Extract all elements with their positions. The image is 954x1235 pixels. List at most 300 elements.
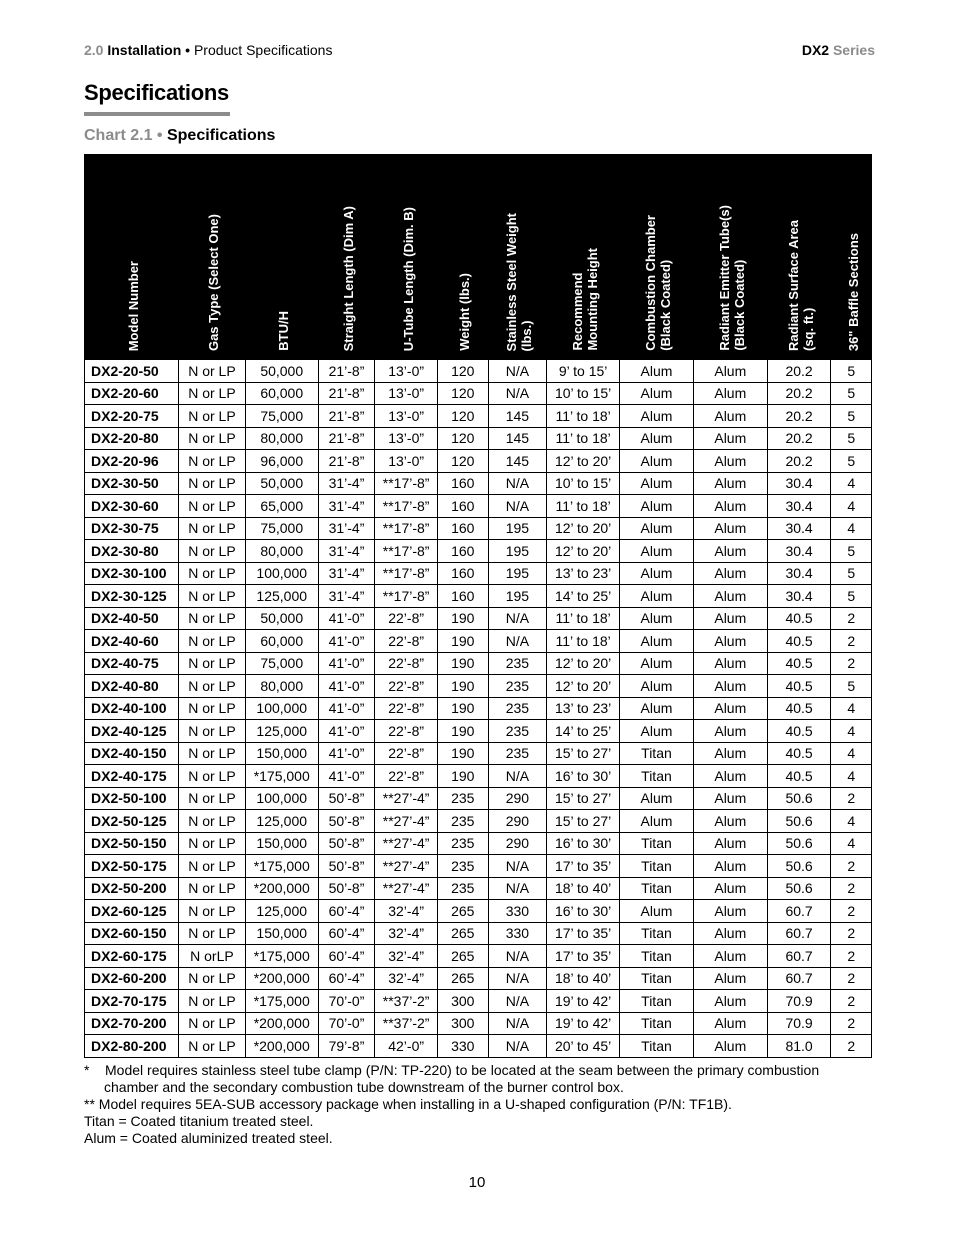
column-header [620,154,694,360]
column-header [767,154,831,360]
table-cell: 50,000 [245,360,318,383]
table-cell: 17’ to 35’ [547,945,620,968]
table-cell: Alum [620,405,694,428]
table-cell: N or LP [179,742,246,765]
page-number: 10 [468,1174,486,1191]
table-cell: 125,000 [245,900,318,923]
table-cell: N or LP [179,697,246,720]
table-row [85,765,872,788]
table-cell: Alum [693,495,767,518]
table-cell: 14’ to 25’ [547,585,620,608]
table-cell: 30.4 [767,472,831,495]
table-cell: 60’-4” [318,922,375,945]
table-cell: 60.7 [767,900,831,923]
table-cell: Alum [693,877,767,900]
table-cell: **17’-8” [375,517,438,540]
table-cell: 5 [831,562,872,585]
table-row [85,697,872,720]
table-cell: 5 [831,382,872,405]
model-number-cell: DX2-50-125 [85,810,179,833]
column-header-label: Gas Type (Select One) [206,213,222,351]
specifications-table-wrapper [84,154,872,1058]
table-cell: Titan [620,832,694,855]
table-cell: 190 [437,607,488,630]
table-cell: Alum [693,405,767,428]
table-cell: 31’-4” [318,562,375,585]
table-cell: 300 [437,990,488,1013]
column-header [831,154,872,360]
table-row [85,360,872,383]
table-cell: 2 [831,900,872,923]
table-cell: Alum [693,427,767,450]
table-cell: N/A [488,1035,547,1058]
table-cell: 145 [488,450,547,473]
table-cell: **27’-4” [375,787,438,810]
model-number-cell: DX2-60-125 [85,900,179,923]
table-cell: 2 [831,855,872,878]
table-cell: *175,000 [245,990,318,1013]
table-cell: N or LP [179,720,246,743]
table-cell: 17’ to 35’ [547,922,620,945]
table-cell: N or LP [179,585,246,608]
column-header [85,154,179,360]
model-number-cell: DX2-20-80 [85,427,179,450]
table-cell: Alum [620,607,694,630]
table-row [85,405,872,428]
table-cell: N/A [488,495,547,518]
table-row [85,607,872,630]
table-cell: *200,000 [245,877,318,900]
chart-title [84,127,275,145]
table-cell: Alum [693,472,767,495]
table-cell: Titan [620,1012,694,1035]
page-header [84,42,875,60]
table-cell: 125,000 [245,810,318,833]
table-cell: N/A [488,765,547,788]
model-number-cell: DX2-70-175 [85,990,179,1013]
footnote-double-asterisk: ** Model requires 5EA-SUB accessory package when installing in a U-shaped configuration (P/N: TF1B). [84,1096,732,1112]
table-cell: 50.6 [767,877,831,900]
table-row [85,877,872,900]
table-row [85,427,872,450]
model-number-cell: DX2-20-60 [85,382,179,405]
table-cell: 22’-8” [375,607,438,630]
table-cell: N or LP [179,472,246,495]
table-cell: 160 [437,585,488,608]
table-cell: 18’ to 40’ [547,967,620,990]
table-cell: 50.6 [767,855,831,878]
table-cell: 100,000 [245,787,318,810]
model-number-cell: DX2-60-175 [85,945,179,968]
table-cell: 19’ to 42’ [547,1012,620,1035]
table-row [85,652,872,675]
table-cell: 70.9 [767,990,831,1013]
table-cell: 145 [488,427,547,450]
table-cell: 41’-0” [318,607,375,630]
table-cell: N or LP [179,765,246,788]
column-header [437,154,488,360]
table-row [85,585,872,608]
column-header [547,154,620,360]
table-cell: Alum [620,427,694,450]
table-cell: 190 [437,630,488,653]
table-cell: 16’ to 30’ [547,832,620,855]
table-cell: Alum [693,585,767,608]
table-row [85,900,872,923]
table-cell: 2 [831,877,872,900]
table-row [85,855,872,878]
table-cell: 13’-0” [375,427,438,450]
table-cell: 125,000 [245,720,318,743]
model-number-cell: DX2-40-50 [85,607,179,630]
table-cell: Alum [693,832,767,855]
table-cell: 265 [437,900,488,923]
header-brand [802,42,875,58]
footnote-single-asterisk: * Model requires stainless steel tube clamp (P/N: TP-220) to be located at the seam between the primary combustion chamber and the secondary combustion tube downstream of the burner control box. [84,1062,820,1095]
table-cell: 50,000 [245,472,318,495]
table-cell: Alum [620,787,694,810]
table-cell: 4 [831,697,872,720]
table-cell: 235 [437,787,488,810]
header-breadcrumb [84,42,332,58]
table-cell: 13’-0” [375,382,438,405]
table-cell: N/A [488,1012,547,1035]
table-cell: 50’-8” [318,877,375,900]
table-cell: 80,000 [245,540,318,563]
table-cell: 40.5 [767,652,831,675]
table-cell: 2 [831,630,872,653]
table-cell: 60’-4” [318,900,375,923]
model-number-cell: DX2-50-175 [85,855,179,878]
table-cell: Alum [693,607,767,630]
table-cell: Alum [693,922,767,945]
table-row [85,675,872,698]
column-header [693,154,767,360]
table-cell: **37’-2” [375,1012,438,1035]
table-cell: 70.9 [767,1012,831,1035]
table-cell: N or LP [179,900,246,923]
table-cell: N or LP [179,652,246,675]
table-cell: N/A [488,472,547,495]
table-cell: 31’-4” [318,540,375,563]
table-cell: 16’ to 30’ [547,900,620,923]
table-body [85,360,872,1058]
table-cell: Titan [620,922,694,945]
model-number-cell: DX2-20-50 [85,360,179,383]
table-cell: 12’ to 20’ [547,540,620,563]
table-cell: 160 [437,562,488,585]
model-number-cell: DX2-40-75 [85,652,179,675]
table-cell: 290 [488,787,547,810]
table-cell: 50’-8” [318,787,375,810]
table-cell: *200,000 [245,967,318,990]
model-number-cell: DX2-50-100 [85,787,179,810]
table-cell: 195 [488,517,547,540]
table-cell: 31’-4” [318,517,375,540]
model-number-cell: DX2-50-150 [85,832,179,855]
table-cell: **27’-4” [375,810,438,833]
table-cell: Alum [693,1035,767,1058]
table-cell: 41’-0” [318,675,375,698]
table-cell: 30.4 [767,562,831,585]
table-cell: N orLP [179,945,246,968]
table-cell: 190 [437,742,488,765]
brand-suffix: Series [832,42,875,58]
table-row [85,922,872,945]
table-row [85,1035,872,1058]
table-cell: 60,000 [245,630,318,653]
table-cell: 80,000 [245,427,318,450]
table-cell: N or LP [179,540,246,563]
table-cell: N or LP [179,967,246,990]
table-cell: 235 [488,652,547,675]
table-cell: Alum [693,517,767,540]
table-cell: N/A [488,877,547,900]
table-cell: 12’ to 20’ [547,450,620,473]
table-cell: Alum [620,562,694,585]
section-name: Installation [107,42,182,58]
page-title: Specifications [84,80,229,105]
table-cell: Alum [620,495,694,518]
table-cell: 235 [488,675,547,698]
table-row [85,990,872,1013]
table-cell: *200,000 [245,1035,318,1058]
header-bullet: • [185,42,191,58]
table-cell: 30.4 [767,495,831,518]
table-cell: 75,000 [245,517,318,540]
column-header-label: 36" Baffle Sections [845,232,861,351]
table-cell: 17’ to 35’ [547,855,620,878]
table-cell: 2 [831,607,872,630]
table-row [85,630,872,653]
table-row [85,540,872,563]
table-row [85,450,872,473]
table-cell: Alum [693,562,767,585]
column-header-label: BTU/H [276,311,292,351]
column-header [179,154,246,360]
table-cell: 195 [488,585,547,608]
table-cell: 2 [831,922,872,945]
table-cell: 235 [437,855,488,878]
table-cell: Alum [620,585,694,608]
table-cell: 4 [831,517,872,540]
table-cell: N/A [488,607,547,630]
table-cell: 160 [437,540,488,563]
table-cell: 21’-8” [318,360,375,383]
table-cell: 20.2 [767,360,831,383]
table-cell: 70’-0” [318,1012,375,1035]
table-cell: 41’-0” [318,720,375,743]
table-cell: N or LP [179,450,246,473]
table-cell: Alum [620,630,694,653]
table-cell: 4 [831,832,872,855]
table-cell: 235 [437,832,488,855]
title-underline [84,112,230,116]
table-cell: N/A [488,967,547,990]
table-cell: 41’-0” [318,765,375,788]
model-number-cell: DX2-60-200 [85,967,179,990]
model-number-cell: DX2-40-175 [85,765,179,788]
table-cell: 16’ to 30’ [547,765,620,788]
table-cell: 195 [488,540,547,563]
table-cell: Alum [620,652,694,675]
model-number-cell: DX2-60-150 [85,922,179,945]
table-cell: Alum [693,787,767,810]
column-header-label: Weight (lbs.) [457,273,473,351]
table-cell: 150,000 [245,922,318,945]
table-cell: 195 [488,562,547,585]
table-cell: 15’ to 27’ [547,787,620,810]
table-cell: Alum [693,450,767,473]
table-cell: 11’ to 18’ [547,607,620,630]
model-number-cell: DX2-30-125 [85,585,179,608]
model-number-cell: DX2-70-200 [85,1012,179,1035]
subsection-name: Product Specifications [193,42,333,58]
table-cell: 21’-8” [318,427,375,450]
table-cell: Alum [693,765,767,788]
table-cell: 40.5 [767,675,831,698]
table-cell: 41’-0” [318,630,375,653]
table-cell: 41’-0” [318,697,375,720]
table-cell: Alum [693,945,767,968]
table-cell: 22’-8” [375,630,438,653]
table-cell: 22’-8” [375,697,438,720]
table-cell: 20.2 [767,427,831,450]
table-cell: Alum [620,900,694,923]
table-cell: 160 [437,495,488,518]
footnotes [84,1062,874,1147]
table-cell: Alum [620,472,694,495]
table-cell: N or LP [179,427,246,450]
table-cell: Alum [693,967,767,990]
table-cell: 13’ to 23’ [547,562,620,585]
column-header [488,154,547,360]
table-cell: N/A [488,360,547,383]
table-cell: N/A [488,630,547,653]
table-cell: 65,000 [245,495,318,518]
table-cell: 81.0 [767,1035,831,1058]
table-cell: 120 [437,450,488,473]
table-cell: 100,000 [245,562,318,585]
table-cell: Alum [620,517,694,540]
table-cell: Alum [693,697,767,720]
model-number-cell: DX2-30-50 [85,472,179,495]
table-cell: *175,000 [245,765,318,788]
table-cell: **17’-8” [375,540,438,563]
table-cell: N/A [488,855,547,878]
table-cell: 290 [488,832,547,855]
table-cell: 300 [437,1012,488,1035]
table-cell: 330 [488,900,547,923]
table-cell: 13’-0” [375,405,438,428]
table-cell: 11’ to 18’ [547,405,620,428]
model-number-cell: DX2-30-80 [85,540,179,563]
table-row [85,382,872,405]
table-cell: N or LP [179,495,246,518]
table-cell: *175,000 [245,855,318,878]
table-cell: 60.7 [767,945,831,968]
table-cell: 330 [437,1035,488,1058]
table-cell: 120 [437,405,488,428]
table-cell: Titan [620,855,694,878]
table-cell: **17’-8” [375,472,438,495]
table-cell: Alum [620,675,694,698]
table-cell: N or LP [179,832,246,855]
table-cell: 19’ to 42’ [547,990,620,1013]
table-cell: N or LP [179,1012,246,1035]
table-cell: 120 [437,382,488,405]
table-cell: 15’ to 27’ [547,810,620,833]
table-cell: Titan [620,742,694,765]
model-number-cell: DX2-30-100 [85,562,179,585]
table-cell: 235 [488,697,547,720]
table-cell: Alum [693,720,767,743]
model-number-cell: DX2-40-60 [85,630,179,653]
table-cell: **17’-8” [375,495,438,518]
table-cell: 32’-4” [375,922,438,945]
table-cell: 2 [831,967,872,990]
table-cell: *200,000 [245,1012,318,1035]
table-cell: Alum [693,900,767,923]
table-row [85,742,872,765]
table-cell: 13’-0” [375,360,438,383]
chart-title-name: Specifications [166,127,276,144]
table-cell: 60,000 [245,382,318,405]
table-cell: 80,000 [245,675,318,698]
table-cell: N or LP [179,562,246,585]
table-cell: N or LP [179,787,246,810]
column-header-label: Combustion Chamber (Black Coated) [643,215,674,351]
table-cell: 190 [437,675,488,698]
table-cell: 50.6 [767,787,831,810]
table-cell: 50’-8” [318,810,375,833]
table-cell: N or LP [179,675,246,698]
table-cell: N or LP [179,810,246,833]
table-cell: 12’ to 20’ [547,675,620,698]
table-cell: 50,000 [245,607,318,630]
table-cell: 190 [437,765,488,788]
table-cell: Alum [693,630,767,653]
table-row [85,945,872,968]
table-cell: 5 [831,675,872,698]
table-cell: N or LP [179,922,246,945]
table-cell: 160 [437,517,488,540]
table-cell: 11’ to 18’ [547,495,620,518]
table-cell: 14’ to 25’ [547,720,620,743]
table-cell: 21’-8” [318,382,375,405]
table-cell: 32’-4” [375,945,438,968]
table-cell: 235 [437,877,488,900]
table-header-row [85,154,872,360]
table-cell: 41’-0” [318,742,375,765]
table-cell: Titan [620,1035,694,1058]
table-cell: 2 [831,945,872,968]
table-cell: 5 [831,405,872,428]
table-cell: 100,000 [245,697,318,720]
table-cell: 70’-0” [318,990,375,1013]
table-cell: 145 [488,405,547,428]
table-cell: 40.5 [767,765,831,788]
table-cell: 5 [831,450,872,473]
table-cell: 265 [437,945,488,968]
table-cell: Alum [693,382,767,405]
table-cell: 75,000 [245,405,318,428]
table-cell: 22’-8” [375,675,438,698]
table-cell: Titan [620,877,694,900]
table-cell: 12’ to 20’ [547,517,620,540]
table-cell: 9’ to 15’ [547,360,620,383]
table-cell: **27’-4” [375,855,438,878]
